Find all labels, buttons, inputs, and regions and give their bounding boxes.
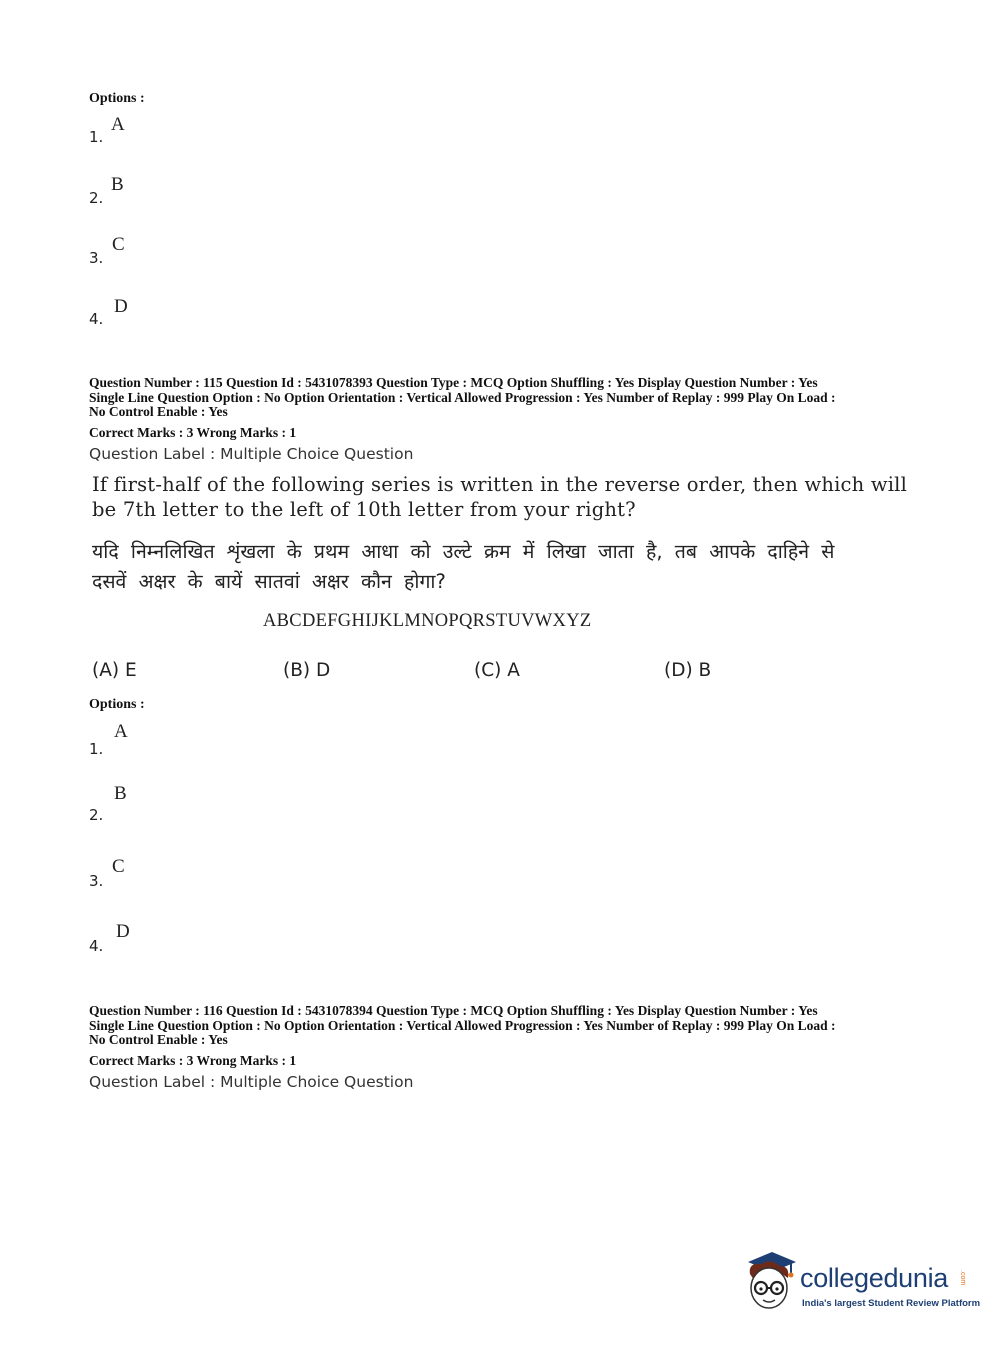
question-marks: Correct Marks : 3 Wrong Marks : 1 <box>89 425 297 440</box>
option-number: 4. <box>89 310 104 328</box>
question-label: Question Label : Multiple Choice Question <box>89 445 414 463</box>
hindi-text-line: यदि निम्नलिखित शृंखला के प्रथम आधा को उल्टे क्रम में लिखा जाता है, तब आपके दाहिने से <box>92 540 835 563</box>
question-label: Question Label : Multiple Choice Question <box>89 1073 414 1091</box>
question-text-line: be 7th letter to the left of 10th letter from your right? <box>92 498 636 521</box>
question-meta-line: No Control Enable : Yes <box>89 1032 228 1047</box>
answer-choice-b: (B) D <box>283 660 331 681</box>
logo-tagline: India's largest Student Review Platform <box>802 1298 981 1309</box>
answer-choice-a: (A) E <box>92 660 137 681</box>
option-letter[interactable]: B <box>111 174 124 195</box>
option-number: 1. <box>89 740 104 758</box>
logo-wordmark: collegedunia <box>800 1263 949 1293</box>
option-number: 2. <box>89 806 104 824</box>
question-meta-line: Question Number : 116 Question Id : 5431078394 Question Type : MCQ Option Shuffling : Yes Display Question Number : Yes <box>89 1003 818 1018</box>
option-number: 3. <box>89 872 104 890</box>
answer-choice-c: (C) A <box>474 660 520 681</box>
question-meta-line: No Control Enable : Yes <box>89 404 228 419</box>
option-number: 2. <box>89 189 104 207</box>
option-letter[interactable]: C <box>112 234 125 255</box>
option-letter[interactable]: D <box>116 921 130 942</box>
question-meta <box>89 1004 919 1048</box>
option-letter[interactable]: D <box>114 296 128 317</box>
options-heading: Options : <box>89 697 145 712</box>
option-letter[interactable]: A <box>114 721 128 742</box>
hindi-text-line: दसवें अक्षर के बायें सातवां अक्षर कौन होगा? <box>92 570 446 593</box>
option-letter[interactable]: B <box>114 783 127 804</box>
option-letter[interactable]: C <box>112 856 125 877</box>
option-number: 3. <box>89 249 104 267</box>
logo-domain-suffix: .com <box>959 1270 966 1286</box>
question-text <box>92 472 907 522</box>
question-meta-line: Question Number : 115 Question Id : 5431078393 Question Type : MCQ Option Shuffling : Yes Display Question Number : Yes <box>89 375 818 390</box>
option-letter[interactable]: A <box>111 114 125 135</box>
question-text-hindi <box>92 537 834 597</box>
question-meta <box>89 376 919 420</box>
student-mascot-icon <box>742 1248 802 1312</box>
options-heading: Options : <box>89 91 145 106</box>
letter-series: ABCDEFGHIJKLMNOPQRSTUVWXYZ <box>263 611 592 631</box>
question-meta-line: Single Line Question Option : No Option Orientation : Vertical Allowed Progression : Yes Number of Replay : 999 Play On Load : <box>89 389 836 405</box>
option-number: 1. <box>89 128 104 146</box>
question-marks: Correct Marks : 3 Wrong Marks : 1 <box>89 1053 297 1068</box>
answer-choice-d: (D) B <box>664 660 712 681</box>
option-number: 4. <box>89 937 104 955</box>
question-meta-line: Single Line Question Option : No Option Orientation : Vertical Allowed Progression : Yes Number of Replay : 999 Play On Load : <box>89 1017 836 1033</box>
question-text-line: If first-half of the following series is written in the reverse order, then which will <box>92 473 908 496</box>
